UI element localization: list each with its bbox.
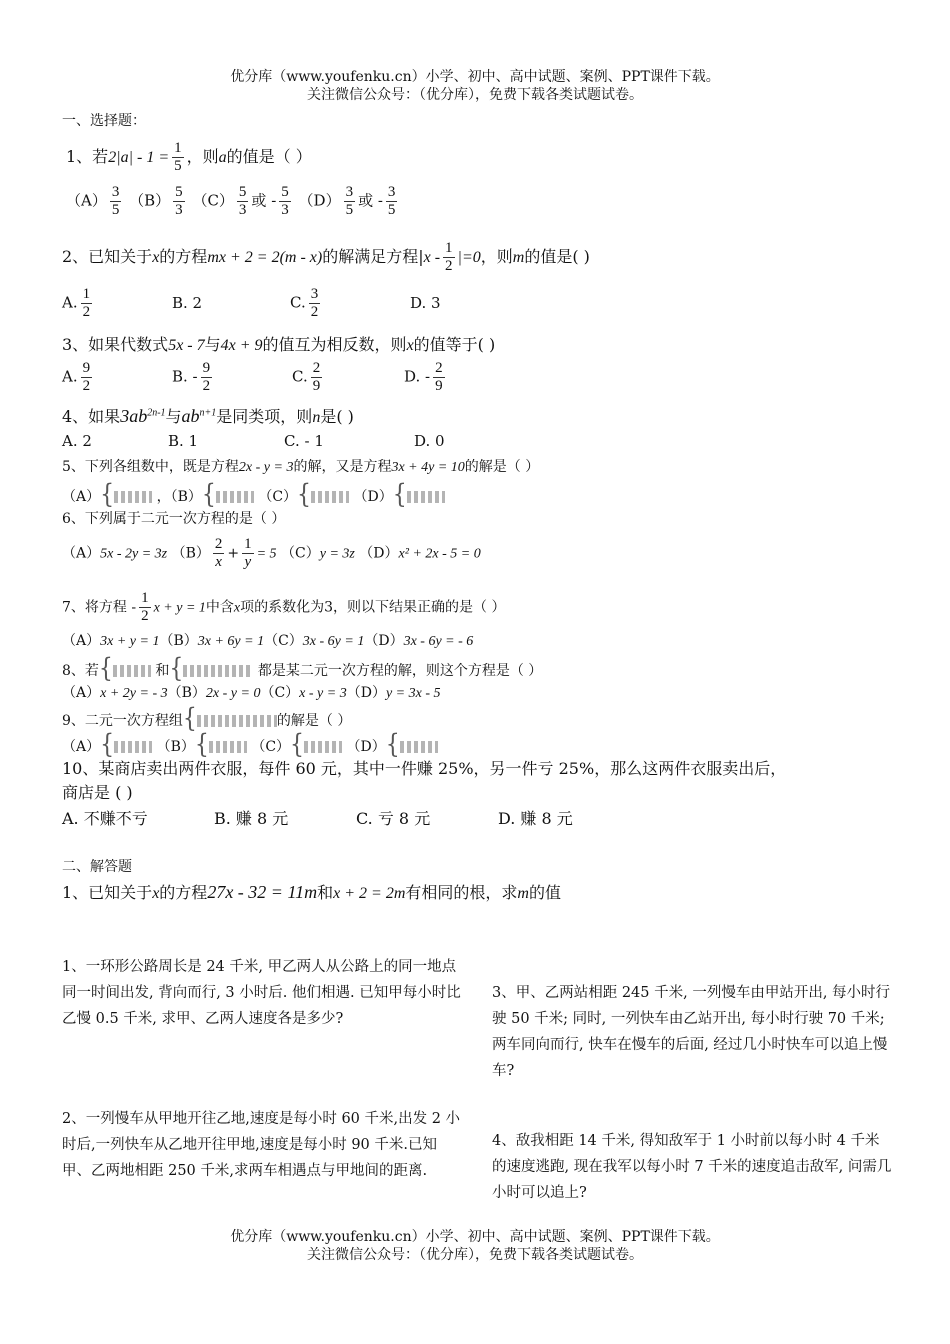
question-3-option-d: D. - $\frac{2}{9}$: [404, 360, 443, 394]
header-line-1: 优分库（www.youfenku.cn）小学、初中、高中试题、案例、PPT课件下载。: [230, 69, 720, 85]
word-problem-2: 2、一列慢车从甲地开往乙地,速度是每小时 60 千米,出发 2 小时后,一列快车从乙地开往甲地,速度是每小时 90 千米.已知甲、乙两地相距 250 千米,求两车相遇点与甲地间的距离.: [62, 1111, 461, 1179]
question-4: 4、如果$3ab^{2n-1}$与$ab^{n+1}$是同类项，则n是( ): [62, 406, 354, 426]
question-8-options: （A）x + 2y = - 3（B）2x - y = 0（C）x - y = 3（D）y = 3x - 5: [62, 685, 441, 701]
question-4-option-b: B. 1: [168, 432, 199, 450]
question-7-options: （A）3x + y = 1（B）3x + 6y = 1（C）3x - 6y = 1（D）3x - 6y = - 6: [62, 633, 474, 649]
question-1: 1、若2|a| - 1 = $\frac{1}{5}$ ，则a的值是（ ）: [66, 140, 312, 174]
question-10-line-2: 商店是 ( ): [62, 783, 133, 802]
section2-question-1: 1、已知关于x的方程27x - 32 = 11m和x + 2 = 2m有相同的根，求m的值: [62, 882, 561, 902]
word-problem-1: 1、一环形公路周长是 24 千米, 甲乙两人从公路上的同一地点同一时间出发, 背向而行, 3 小时后. 他们相遇. 已知甲每小时比乙慢 0.5 千米, 求甲、乙两人速度各是多少?: [62, 959, 461, 1027]
question-1-options: （A） $\frac{3}{5}$ （B） $\frac{5}{3}$ （C） $\frac{5}{3}$ 或 - $\frac{5}{3}$ （D） $\frac{3}{5}$ 或 - $\frac{3}{5}$: [66, 184, 396, 218]
question-10-line-1: 10、某商店卖出两件衣服，每件 60 元，其中一件赚 25%，另一件亏 25%，那么这两件衣服卖出后，: [62, 759, 787, 778]
question-2-option-c: C. $\frac{3}{2}$: [290, 286, 319, 320]
question-2: 2、已知关于x的方程mx + 2 = 2(m - x)的解满足方程|x - $\frac{1}{2}$ |=0，则m的值是( ): [62, 240, 590, 274]
question-4-option-c: C. - 1: [284, 432, 324, 450]
question-4-option-a: A. 2: [62, 432, 92, 450]
question-5-options: （A）{ ，（B）{ （C）{ （D）{: [62, 482, 445, 507]
question-9-options: （A）{ （B）{ （C）{ （D）{: [62, 732, 438, 757]
word-problem-3: 3、甲、乙两站相距 245 千米, 一列慢车由甲站开出, 每小时行驶 50 千米; 同时, 一列快车由乙站开出, 每小时行驶 70 千米; 两车同向而行, 快车在慢车的后面, 经过几小时快车可以追上慢车?: [492, 985, 891, 1079]
question-2-option-d: D. 3: [410, 294, 441, 312]
question-3-option-a: A. $\frac{9}{2}$: [62, 360, 91, 394]
footer-line-2: 关注微信公众号：（优分库），免费下载各类试题试卷。: [307, 1247, 643, 1263]
question-7: 7、将方程 - $\frac{1}{2}$ x + y = 1中含x项的系数化为3，则以下结果正确的是（ ）: [62, 590, 506, 624]
question-6-options: （A）5x - 2y = 3z （B） $\frac{2}{x}$ + $\frac{1}{y}$ = 5 （C）y = 3z （D）x² + 2x - 5 = 0: [62, 536, 481, 570]
question-5: 5、下列各组数中，既是方程2x - y = 3的解，又是方程3x + 4y = 10的解是（ ）: [62, 459, 540, 475]
section1-title: 一、选择题：: [62, 113, 146, 129]
header-line-2: 关注微信公众号：（优分库），免费下载各类试题试卷。: [307, 87, 643, 103]
question-10-option-c: C. 亏 8 元: [356, 809, 431, 828]
question-8: 8、若{ 和{ 都是某二元一次方程的解，则这个方程是（ ）: [62, 653, 543, 684]
section2-title: 二、解答题: [62, 859, 132, 875]
question-10-option-a: A. 不赚不亏: [62, 809, 148, 828]
question-10-option-d: D. 赚 8 元: [498, 809, 573, 828]
question-3: 3、如果代数式5x - 7与4x + 9的值互为相反数，则x的值等于( ): [62, 335, 496, 354]
question-3-option-c: C. $\frac{2}{9}$: [292, 360, 321, 394]
word-problem-4: 4、敌我相距 14 千米, 得知敌军于 1 小时前以每小时 4 千米的速度逃跑, 现在我军以每小时 7 千米的速度追击敌军, 问需几小时可以追上?: [492, 1133, 892, 1201]
question-2-options: A. $\frac{1}{2}$: [62, 286, 91, 320]
question-9: 9、二元一次方程组{ 的解是（ ）: [62, 703, 352, 734]
question-6: 6、下列属于二元一次方程的是（ ）: [62, 511, 286, 527]
footer-line-1: 优分库（www.youfenku.cn）小学、初中、高中试题、案例、PPT课件下载。: [230, 1229, 720, 1245]
question-2-option-b: B. 2: [172, 294, 203, 312]
question-3-option-b: B. - $\frac{9}{2}$: [172, 360, 211, 394]
question-10-option-b: B. 赚 8 元: [214, 809, 289, 828]
question-4-option-d: D. 0: [414, 432, 445, 450]
